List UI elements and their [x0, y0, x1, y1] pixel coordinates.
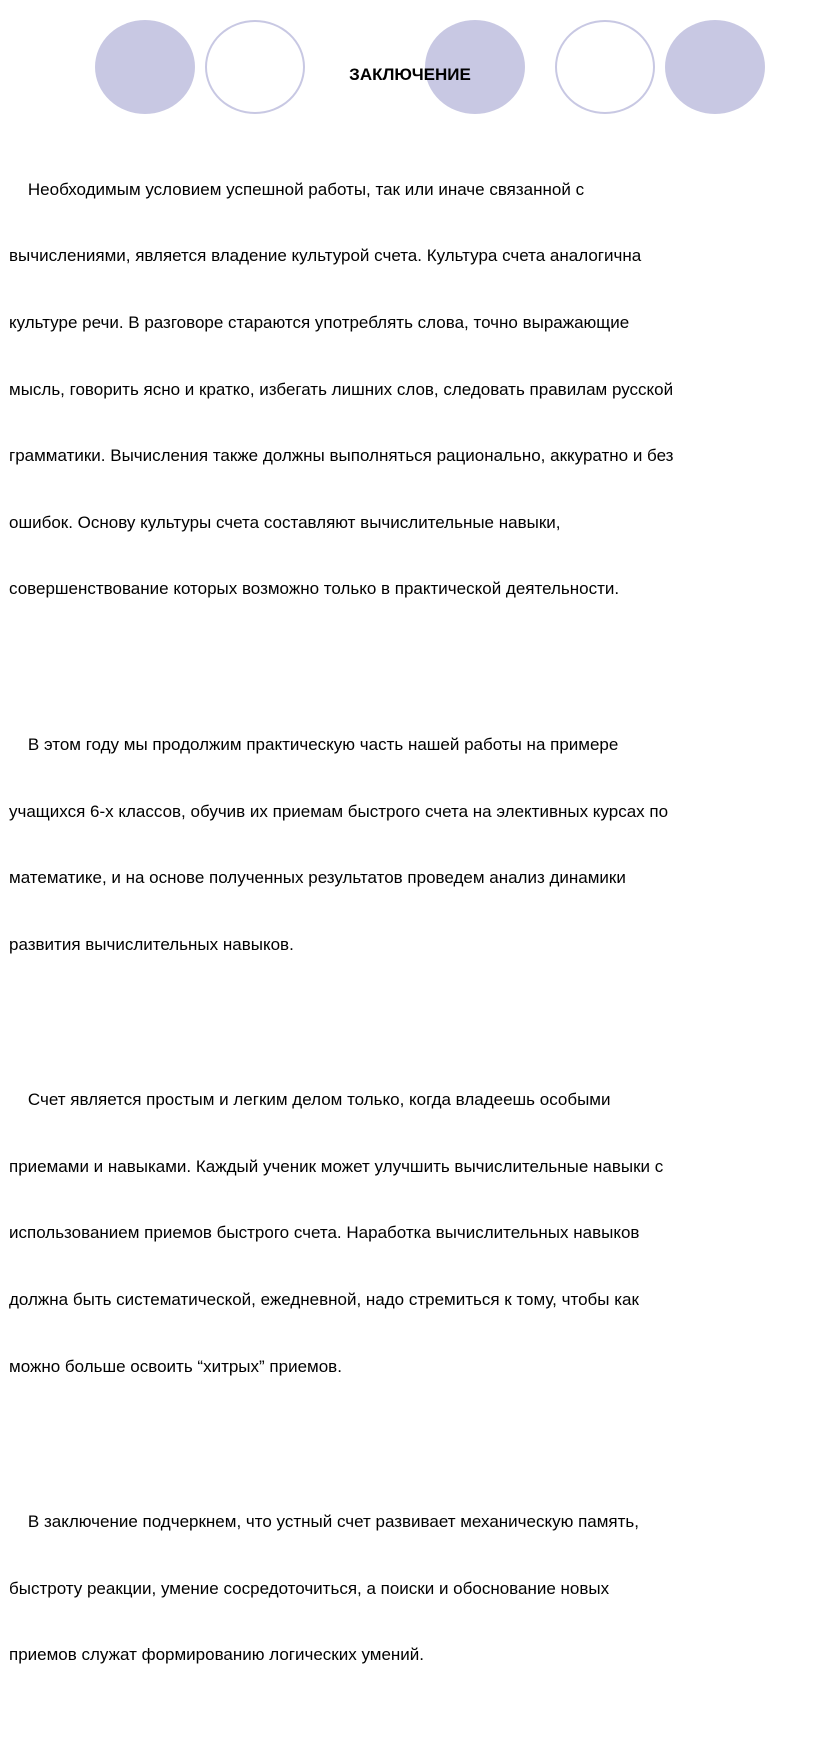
text-line: ошибок. Основу культуры счета составляют вычислительные навыки, [9, 512, 561, 532]
text-line: вычислениями, является владение культурой счета. Культура счета аналогична [9, 246, 642, 266]
text-line: совершенствование которых возможно только в практической деятельности. [9, 579, 620, 599]
paragraph-4 [9, 1467, 794, 1711]
text-line: Счет является простым и легким делом только, когда владеешь особыми [9, 1090, 611, 1110]
text-line: мысль, говорить ясно и кратко, избегать лишних слов, следовать правилам русской [9, 379, 674, 399]
text-line: культуре речи. В разговоре стараются употреблять слова, точно выражающие [9, 313, 630, 333]
text-line: можно больше освоить “хитрых” приемов. [9, 1356, 342, 1376]
text-line: учащихся 6-х классов, обучив их приемам быстрого счета на элективных курсах по [9, 801, 669, 821]
text-line: должна быть систематической, ежедневной, надо стремиться к тому, чтобы как [9, 1289, 639, 1309]
slide-title: ЗАКЛЮЧЕНИЕ [349, 65, 471, 84]
text-line: В заключение подчеркнем, что устный счет развивает механическую память, [9, 1512, 639, 1531]
paragraph-1 [9, 134, 794, 645]
slide-body [9, 90, 794, 1755]
text-line: приемов служат формированию логических умений. [9, 1645, 425, 1665]
text-line: быстроту реакции, умение сосредоточиться, а поиски и обоснование новых [9, 1578, 610, 1598]
text-line: развития вычислительных навыков. [9, 934, 294, 954]
paragraph-2 [9, 689, 794, 1000]
text-line: приемами и навыками. Каждый ученик может улучшить вычислительные навыки с [9, 1156, 664, 1176]
text-line: Необходимым условием успешной работы, так или иначе связанной с [9, 179, 585, 199]
text-line: грамматики. Вычисления также должны выполняться рационально, аккуратно и без [9, 446, 674, 466]
paragraph-3 [9, 1045, 794, 1422]
text-line: использованием приемов быстрого счета. Наработка вычислительных навыков [9, 1223, 640, 1243]
text-line: В этом году мы продолжим практическую часть нашей работы на примере [9, 734, 619, 754]
text-line: математике, и на основе полученных результатов проведем анализ динамики [9, 868, 626, 888]
